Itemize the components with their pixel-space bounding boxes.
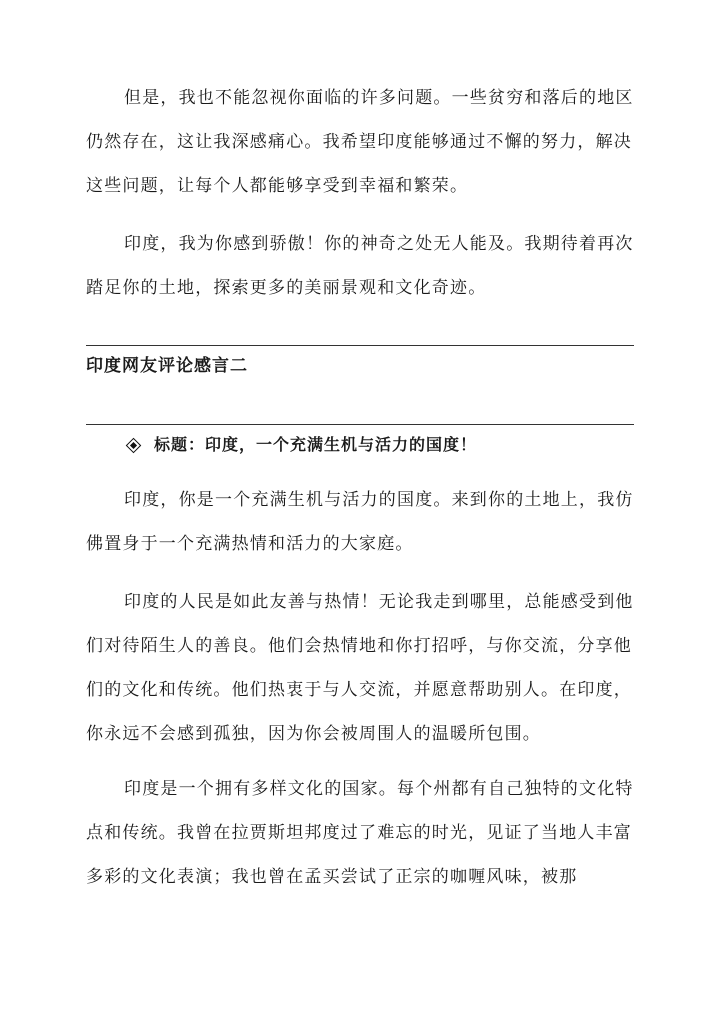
diamond-bullet-icon bbox=[126, 438, 140, 452]
paragraph-problems bbox=[86, 76, 634, 208]
section-rule-top bbox=[86, 345, 634, 346]
paragraph-text: 印度的人民是如此友善与热情！无论我走到哪里，总能感受到他们对待陌生人的善良。他们会热情地和你打招呼，与你交流，分享他们的文化和传统。他们热衷于与人交流，并愿意帮助别人。在印度，你永远不会感到孤独，因为你会被周围人的温暖所包围。 bbox=[86, 592, 634, 744]
bullet-title bbox=[126, 428, 477, 462]
paragraph-pride bbox=[86, 222, 634, 310]
paragraph-text: 印度，你是一个充满生机与活力的国度。来到你的土地上，我仿佛置身于一个充满热情和活力的大家庭。 bbox=[86, 490, 634, 554]
paragraph-text: 印度是一个拥有多样文化的国家。每个州都有自己独特的文化特点和传统。我曾在拉贾斯坦邦度过了难忘的时光，见证了当地人丰富多彩的文化表演；我也曾在孟买尝试了正宗的咖喱风味，被那 bbox=[86, 779, 634, 887]
paragraph-people bbox=[86, 580, 634, 756]
bullet-title-text: 标题：印度，一个充满生机与活力的国度！ bbox=[154, 435, 478, 454]
paragraph-text: 印度，我为你感到骄傲！你的神奇之处无人能及。我期待着再次踏足你的土地，探索更多的美丽景观和文化奇迹。 bbox=[86, 234, 634, 298]
section-heading: 印度网友评论感言二 bbox=[86, 356, 248, 376]
section-rule-bottom bbox=[86, 424, 634, 425]
paragraph-culture bbox=[86, 767, 634, 899]
paragraph-vitality bbox=[86, 478, 634, 566]
paragraph-text: 但是，我也不能忽视你面临的许多问题。一些贫穷和落后的地区仍然存在，这让我深感痛心。我希望印度能够通过不懈的努力，解决这些问题，让每个人都能够享受到幸福和繁荣。 bbox=[86, 88, 634, 196]
